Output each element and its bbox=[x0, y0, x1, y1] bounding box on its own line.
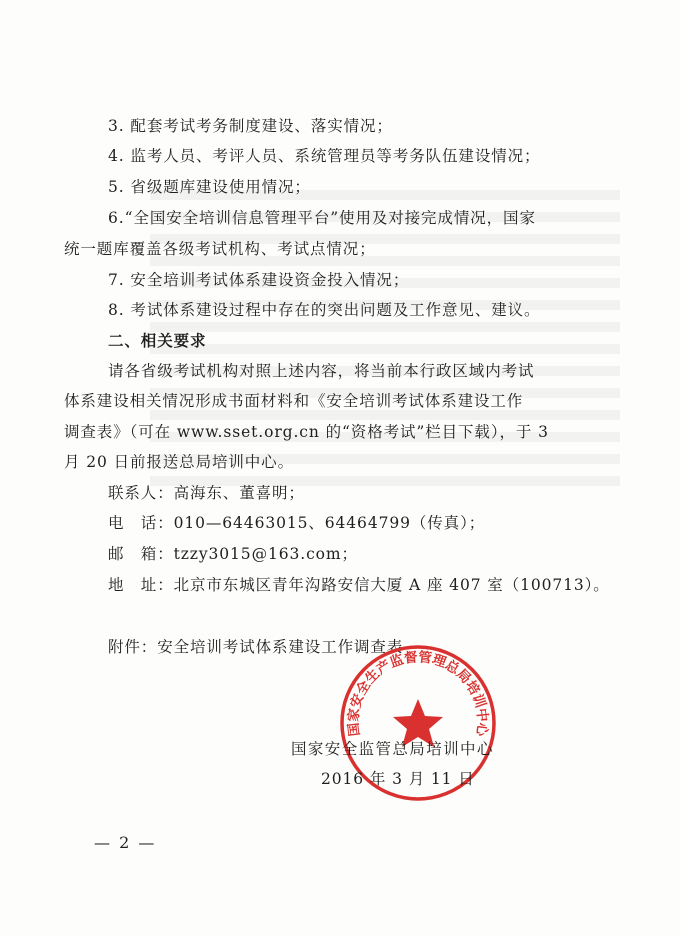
list-item-8: 8. 考试体系建设过程中存在的突出问题及工作意见、建议。 bbox=[108, 301, 541, 319]
seal-lettering: 国家安全生产监督管理总局培训中心 bbox=[345, 649, 491, 738]
list-item-5: 5. 省级题库建设使用情况； bbox=[108, 178, 311, 196]
attachment-note: 附件：安全培训考试体系建设工作调查表 bbox=[108, 638, 404, 656]
contact-phone: 电 话：010—64463015、64464799（传真）； bbox=[108, 514, 486, 532]
contact-email: 邮 箱：tzzy3015@163.com； bbox=[108, 545, 358, 563]
list-item-7: 7. 安全培训考试体系建设资金投入情况； bbox=[108, 271, 410, 289]
list-item-6: 6.“全国安全培训信息管理平台”使用及对接完成情况，国家 bbox=[108, 209, 536, 227]
show-through-text bbox=[150, 190, 620, 490]
contact-people: 联系人：高海东、董喜明； bbox=[108, 484, 305, 502]
list-item-4: 4. 监考人员、考评人员、系统管理员等考务队伍建设情况； bbox=[108, 147, 541, 165]
list-item-3: 3. 配套考试考务制度建设、落实情况； bbox=[108, 117, 393, 135]
list-item-6-continued: 统一题库覆盖各级考试机构、考试点情况； bbox=[64, 240, 376, 258]
paragraph-line: 体系建设相关情况形成书面材料和《安全培训考试体系建设工作 bbox=[64, 392, 524, 410]
page-number: — 2 — bbox=[94, 833, 157, 852]
paragraph-line: 月 20 日前报送总局培训中心。 bbox=[64, 453, 294, 471]
signature-date: 2016 年 3 月 11 日 bbox=[321, 770, 475, 788]
paragraph-line: 调查表》（可在 www.sset.org.cn 的“资格考试”栏目下载），于 3 bbox=[64, 423, 549, 441]
contact-address: 地 址：北京市东城区青年沟路安信大厦 A 座 407 室（100713）。 bbox=[108, 576, 610, 594]
signature-org: 国家安全监管总局培训中心 bbox=[291, 740, 494, 758]
paragraph-line: 请各省级考试机构对照上述内容，将当前本行政区域内考试 bbox=[108, 362, 535, 380]
section-heading: 二、相关要求 bbox=[108, 332, 207, 350]
